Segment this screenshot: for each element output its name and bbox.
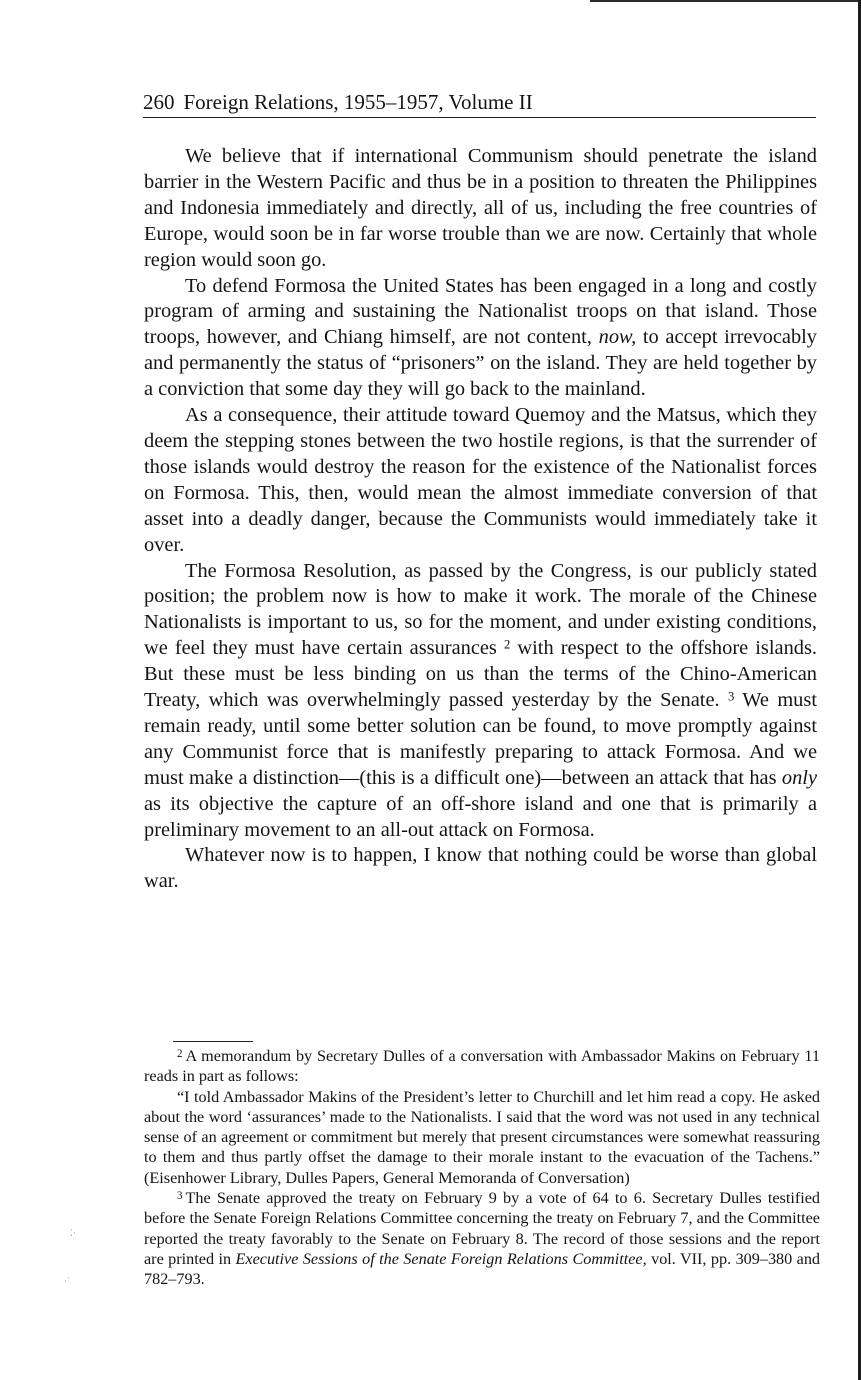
paragraph-3-text: As a consequence, their attitude toward Quemoy and the Matsus, which they deem the stepping stones between the two hostile regions, is that the surrender of those islands would destroy the reason for the existence of the Nationalist forces on Formosa. This, then, would mean the almost immediate conversion of that asset into a deadly danger, because the Communists would immediately take it over. (144, 404, 817, 556)
footnote-ref-2: 2 (503, 637, 511, 652)
paragraph-1-text: We believe that if international Communism should penetrate the island barrier in the Western Pacific and thus be in a position to threaten the Philippines and Indonesia immediately and directly, all of us, including the free countries of Europe, would soon be in far worse trouble than we are now. Certainly that whole region would soon go. (144, 145, 817, 271)
footnote-divider (173, 1041, 253, 1042)
paragraph-2-text-b: to accept irrevocably and permanently the status of “prisoners” on the island. They are held together by a conviction that some day they will go back to the mainland. (144, 326, 818, 401)
paragraph-4-text-c: We must remain ready, until some better solution can be found, to move promptly against any Communist force that is manifestly preparing to attack Formosa. And we must make a distinction—(this is a difficult one)—between an attack that has (144, 689, 817, 789)
scan-speck: ·˙ (64, 1276, 70, 1286)
main-text (144, 144, 817, 895)
footnote-ref-3: 3 (727, 689, 735, 704)
footnotes (144, 1046, 820, 1290)
emphasis-only: only (781, 766, 817, 789)
running-title: Foreign Relations, 1955–1957, Volume II (183, 90, 533, 114)
paragraph-5-text: Whatever now is to happen, I know that nothing could be worse than global war. (144, 844, 817, 893)
footnote-3-text-a: The Senate approved the treaty on February 9 by a vote of 64 to 6. Secretary Dulles testified before the Senate Foreign Relations Committee concerning the treaty on February 7, and the Committee reported the treaty favorably to the Senate on February 8. The record of those sessions and the report are printed in (144, 1189, 820, 1268)
paragraph-4-text-b: with respect to the offshore islands. But these must be less binding on us than the terms of the Chino-American Treaty, which was overwhelmingly passed yesterday by the Senate. (144, 637, 817, 712)
page-number: 260 (143, 90, 175, 114)
running-header (143, 88, 816, 118)
paragraph-4 (144, 559, 817, 844)
footnote-2-text: A memorandum by Secretary Dulles of a conversation with Ambassador Makins on February 11 reads in part as follows: (144, 1047, 820, 1086)
footnote-2-mark: 2 (177, 1048, 183, 1061)
footnote-2-quote (144, 1087, 820, 1188)
paragraph-4-text-d: as its objective the capture of an off-shore island and one that is primarily a preliminary movement to an all-out attack on Formosa. (144, 792, 817, 841)
emphasis-now: now, (598, 326, 637, 349)
footnote-2-quote-text: “I told Ambassador Makins of the President’s letter to Churchill and let him read a copy. He asked about the word ‘assurances’ made to the Nationalists. I said that the word was not used in any technical sense of an agreement or commitment but merely that present circumstances were somewhat reassuring to them and thus partly offset the damage to their morale instant to the evacuation of the Tachens.” (Eisenhower Library, Dulles Papers, General Memoranda of Conversation) (144, 1087, 820, 1187)
paragraph-2-text-a: To defend Formosa the United States has been engaged in a long and costly program of arming and sustaining the Nationalist troops on that island. Those troops, however, and Chiang himself, are not content, (144, 274, 817, 349)
paragraph-3 (144, 403, 817, 558)
footnote-2 (144, 1046, 820, 1087)
scan-speck: ⁚· (70, 1228, 76, 1238)
paragraph-4-text-a: The Formosa Resolution, as passed by the Congress, is our publicly stated position; the problem now is how to make it work. The morale of the Chinese Nationalists is important to us, so for the moment, and under existing conditions, we feel they must have certain assurances (144, 559, 817, 660)
paragraph-5 (144, 843, 817, 895)
footnote-3 (144, 1188, 820, 1289)
paragraph-2 (144, 274, 817, 404)
scan-border-top (590, 0, 861, 2)
footnote-3-mark: 3 (177, 1190, 183, 1203)
paragraph-1 (144, 144, 817, 274)
footnote-3-text-b: vol. VII, pp. 309–380 and 782–793. (144, 1249, 821, 1289)
footnote-3-publication: Executive Sessions of the Senate Foreign Relations Committee, (235, 1249, 647, 1268)
